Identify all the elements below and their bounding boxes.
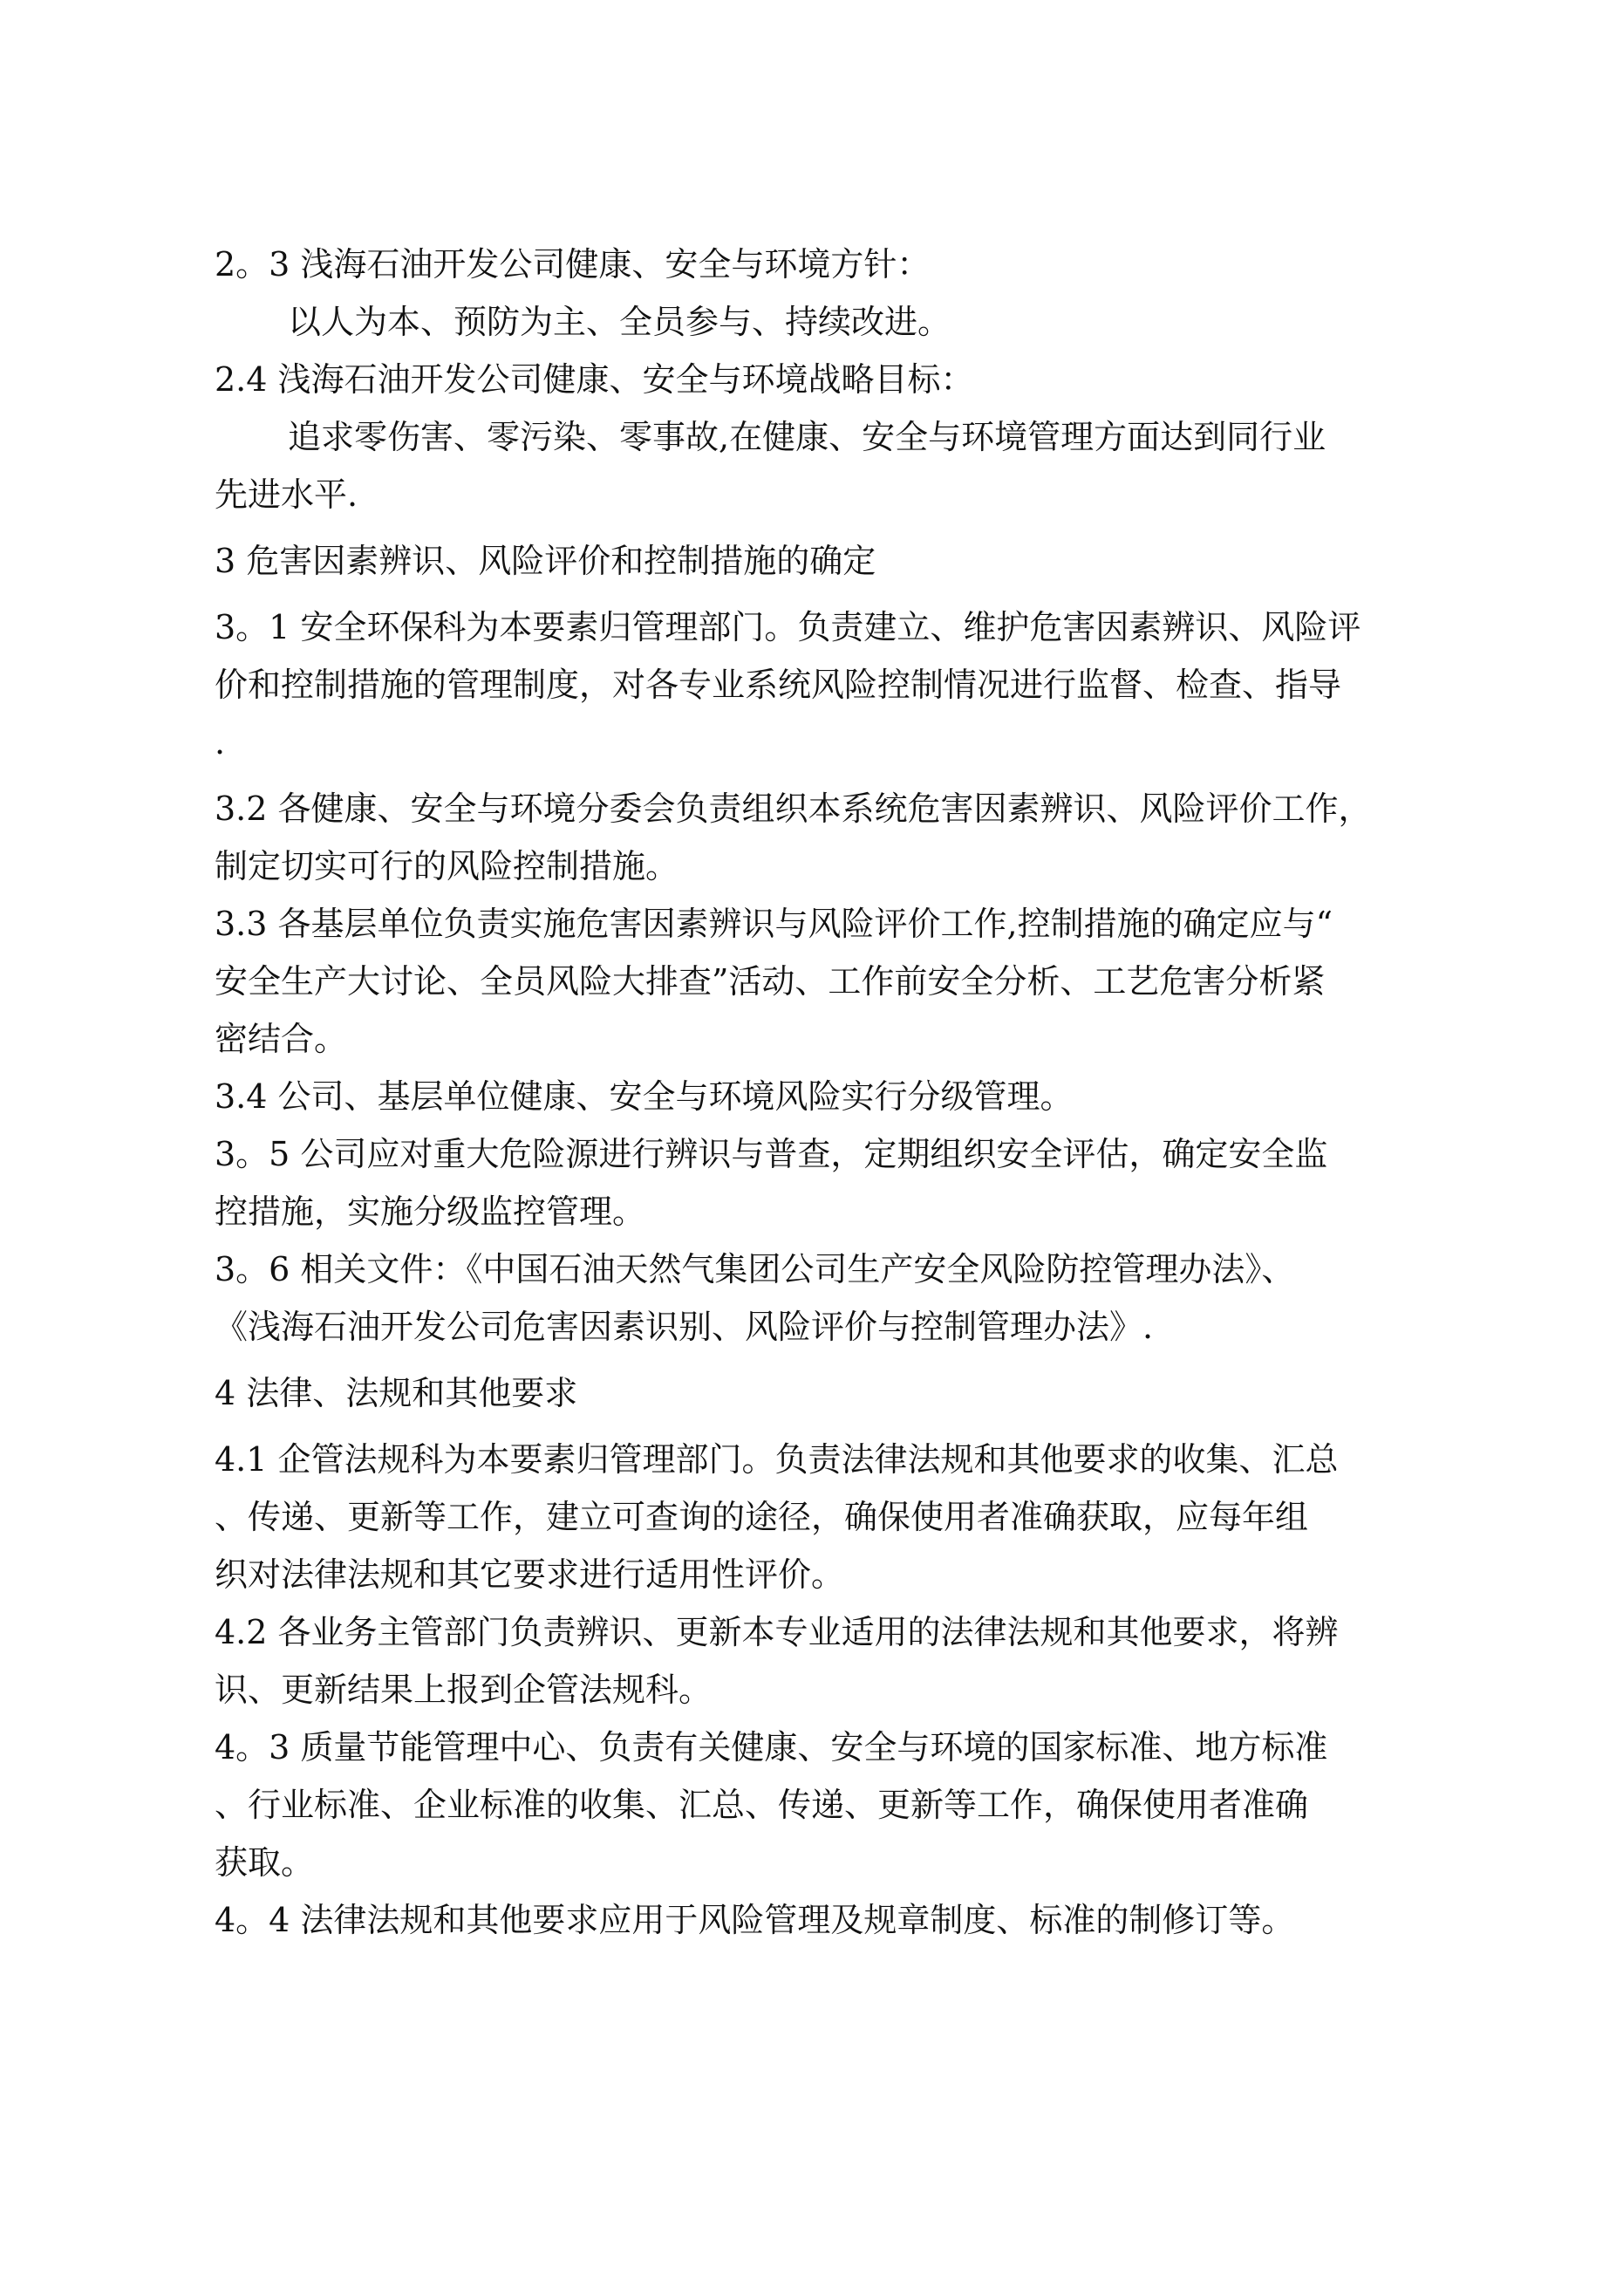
text-line-3-2-b: 制定切实可行的风险控制措施。	[215, 847, 679, 885]
text-line-3-3-c: 密结合。	[215, 1020, 348, 1058]
text-line-3-1-c: .	[215, 723, 226, 762]
document-body	[215, 236, 1435, 1949]
text-line-4-3-b: 、行业标准、企业标准的收集、汇总、传递、更新等工作，确保使用者准确	[215, 1786, 1309, 1824]
text-line-3-5-a: 3。5 公司应对重大危险源进行辨识与普查，定期组织安全评估，确定安全监	[215, 1135, 1328, 1173]
text-line-3-1-b: 价和控制措施的管理制度，对各专业系统风险控制情况进行监督、检查、指导	[215, 666, 1342, 704]
text-line-3-2-a: 3.2 各健康、安全与环境分委会负责组织本系统危害因素辨识、风险评价工作，	[215, 789, 1372, 828]
text-line-3-3-a: 3.3 各基层单位负责实施危害因素辨识与风险评价工作,控制措施的确定应与“	[215, 905, 1333, 943]
text-line-4-1-c: 织对法律法规和其它要求进行适用性评价。	[215, 1555, 845, 1594]
section-heading-4: 4 法律、法规和其他要求	[215, 1374, 578, 1412]
text-line-4-4: 4。4 法律法规和其他要求应用于风险管理及规章制度、标准的制修订等。	[215, 1901, 1295, 1939]
text-line-2-3-heading: 2。3 浅海石油开发公司健康、安全与环境方针：	[215, 245, 931, 284]
text-line-4-3-a: 4。3 质量节能管理中心、负责有关健康、安全与环境的国家标准、地方标准	[215, 1728, 1328, 1766]
text-line-2-4-heading: 2.4 浅海石油开发公司健康、安全与环境战略目标：	[215, 360, 974, 399]
text-line-4-2-b: 识、更新结果上报到企管法规科。	[215, 1671, 713, 1709]
text-line-3-5-b: 控措施，实施分级监控管理。	[215, 1192, 646, 1231]
text-line-2-4-body-1: 追求零伤害、零污染、零事故,在健康、安全与环境管理方面达到同行业	[288, 418, 1326, 456]
text-line-2-4-body-2: 先进水平.	[215, 475, 358, 514]
text-line-4-1-a: 4.1 企管法规科为本要素归管理部门。负责法律法规和其他要求的收集、汇总	[215, 1440, 1339, 1479]
text-line-3-4: 3.4 公司、基层单位健康、安全与环境风险实行分级管理。	[215, 1077, 1074, 1116]
text-line-3-1-a: 3。1 安全环保科为本要素归管理部门。负责建立、维护危害因素辨识、风险评	[215, 608, 1361, 646]
text-line-2-3-body: 以人为本、预防为主、全员参与、持续改进。	[288, 303, 951, 341]
text-line-3-3-b: 安全生产大讨论、全员风险大排查”活动、工作前安全分析、工艺危害分析紧	[215, 962, 1326, 1001]
text-line-4-1-b: 、传递、更新等工作，建立可查询的途径，确保使用者准确获取，应每年组	[215, 1498, 1309, 1536]
text-line-4-2-a: 4.2 各业务主管部门负责辨识、更新本专业适用的法律法规和其他要求，将辨	[215, 1613, 1339, 1651]
text-line-4-3-c: 获取。	[215, 1843, 315, 1882]
text-line-3-6-a: 3。6 相关文件：《中国石油天然气集团公司生产安全风险防控管理办法》、	[215, 1250, 1295, 1288]
section-heading-3: 3 危害因素辨识、风险评价和控制措施的确定	[215, 542, 876, 580]
text-line-3-6-b: 《浅海石油开发公司危害因素识别、风险评价与控制管理办法》.	[215, 1308, 1154, 1346]
